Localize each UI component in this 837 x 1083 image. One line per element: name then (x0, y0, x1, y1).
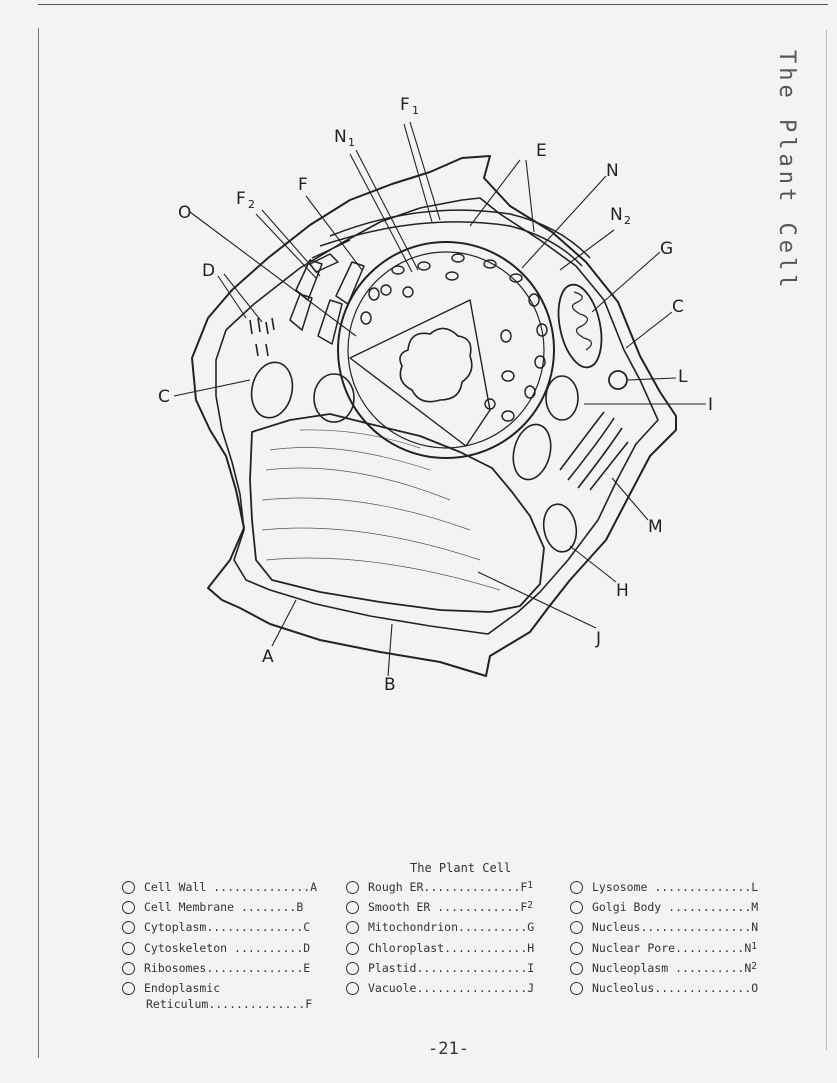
legend-column-3 (570, 880, 758, 1001)
label-f2-sub: 2 (248, 198, 255, 211)
checkbox-circle[interactable] (346, 982, 359, 995)
legend-row (570, 961, 758, 981)
dot-leader: .............. (423, 880, 521, 894)
term: Vacuole (368, 980, 417, 995)
label-f1-sub: 1 (412, 104, 419, 117)
term: Nuclear Pore (592, 940, 676, 955)
legend-column-2 (346, 880, 534, 1001)
legend-title: The Plant Cell (410, 861, 512, 875)
legend-row (122, 961, 317, 981)
checkbox-circle[interactable] (346, 881, 359, 894)
key: D (303, 940, 311, 955)
legend-column-1 (122, 880, 317, 1017)
side-title: The Plant Cell (774, 50, 799, 292)
dot-leader: ................ (640, 920, 752, 935)
dot-leader: .......... (675, 940, 745, 955)
lysosome (609, 371, 627, 389)
term: Plastid (368, 960, 417, 975)
cell-membrane (216, 198, 658, 634)
dot-leader: .............. (206, 960, 304, 975)
dot-leader: .............. (208, 996, 306, 1011)
key: E (303, 960, 311, 975)
key: F (520, 880, 528, 894)
nucleolus (400, 328, 472, 401)
chloroplasts (247, 358, 580, 554)
checkbox-circle[interactable] (122, 881, 135, 894)
key: O (751, 980, 759, 995)
checkbox-circle[interactable] (570, 962, 583, 975)
checkbox-circle[interactable] (122, 962, 135, 975)
checkbox-circle[interactable] (346, 942, 359, 955)
legend-row (346, 880, 534, 900)
key-subscript: 2 (527, 900, 534, 912)
checkbox-circle[interactable] (570, 921, 583, 934)
term: Lysosome (592, 880, 648, 894)
label-n: N (606, 161, 619, 181)
checkbox-circle[interactable] (570, 982, 583, 995)
checkbox-circle[interactable] (346, 962, 359, 975)
term: Rough ER (368, 880, 424, 894)
dot-leader: ............ (661, 900, 752, 915)
key: C (303, 920, 311, 935)
label-f2: F (236, 189, 246, 209)
term: Cell Wall (144, 880, 207, 894)
checkbox-circle[interactable] (346, 901, 359, 914)
checkbox-circle[interactable] (346, 921, 359, 934)
label-c-left: C (158, 387, 170, 407)
key: I (527, 960, 535, 975)
key: F (305, 996, 313, 1011)
label-b: B (384, 675, 396, 695)
legend-row (122, 880, 317, 900)
key: N (744, 960, 752, 975)
term: Cytoskeleton (144, 940, 228, 955)
label-n2-sub: 2 (624, 214, 631, 227)
legend-row (122, 941, 317, 961)
key-subscript: 2 (751, 960, 758, 972)
label-n1: N (334, 127, 347, 147)
dot-leader: ................ (416, 980, 528, 995)
legend-row (346, 900, 534, 920)
term: Cytoplasm (144, 920, 207, 935)
key: N (751, 920, 759, 935)
label-o: O (178, 203, 192, 223)
legend-row (570, 880, 758, 900)
label-n2: N (610, 205, 623, 225)
dot-leader: ........ (234, 900, 297, 915)
label-f1: F (400, 95, 410, 115)
legend-row (570, 981, 758, 1001)
label-h: H (616, 581, 629, 601)
label-c-right: C (672, 297, 684, 317)
term: Golgi Body (592, 900, 662, 915)
term: Ribosomes (144, 960, 207, 975)
key: N (744, 940, 752, 955)
key: J (527, 980, 535, 995)
legend-row (122, 981, 317, 997)
key: B (296, 900, 304, 915)
legend-row (346, 920, 534, 940)
term: Cell Membrane (144, 900, 235, 915)
key: H (527, 940, 535, 955)
key: L (751, 880, 759, 894)
dot-leader: .............. (206, 880, 311, 894)
dot-leader: ............ (430, 900, 521, 915)
term: Nucleoplasm (592, 960, 669, 975)
dot-leader: ............ (444, 940, 528, 955)
checkbox-circle[interactable] (122, 942, 135, 955)
label-d: D (202, 261, 216, 281)
legend-row (570, 941, 758, 961)
legend-row (570, 920, 758, 940)
legend-row (122, 900, 317, 920)
label-e: E (536, 141, 547, 161)
legend-row (346, 941, 534, 961)
label-m: M (648, 517, 663, 537)
checkbox-circle[interactable] (570, 881, 583, 894)
label-j: J (596, 629, 602, 649)
dot-leader: .............. (206, 920, 304, 935)
dot-leader: ................ (416, 960, 528, 975)
checkbox-circle[interactable] (122, 921, 135, 934)
dot-leader: .......... (227, 940, 304, 955)
label-g: G (660, 239, 674, 259)
legend-row (346, 961, 534, 981)
cytoskeleton (250, 318, 274, 356)
dot-leader: .............. (647, 880, 752, 894)
label-i: I (708, 395, 714, 415)
rough-er (312, 210, 590, 266)
key-subscript: 1 (527, 880, 534, 891)
checkbox-circle[interactable] (122, 982, 135, 995)
legend-row (346, 981, 534, 1001)
page-number: -21- (428, 1039, 469, 1059)
checkbox-circle[interactable] (570, 942, 583, 955)
dot-leader: .............. (654, 980, 752, 995)
key: A (310, 880, 318, 894)
plastid (546, 376, 578, 420)
legend-row (122, 920, 317, 940)
term: Mitochondrion (368, 920, 459, 935)
term: Nucleus (592, 920, 641, 935)
key-subscript: 1 (751, 940, 758, 952)
legend-row (570, 900, 758, 920)
checkbox-circle[interactable] (570, 901, 583, 914)
label-f: F (298, 175, 308, 195)
cell-wall-outer (192, 156, 676, 676)
legend-row-continued (122, 997, 317, 1017)
term: Reticulum (146, 996, 209, 1011)
term: Smooth ER (368, 900, 431, 915)
term: Endoplasmic (144, 980, 221, 995)
term: Nucleolus (592, 980, 655, 995)
dot-leader: .......... (668, 960, 745, 975)
key: F (520, 900, 528, 915)
label-a: A (262, 647, 274, 667)
label-n1-sub: 1 (348, 136, 355, 149)
term: Chloroplast (368, 940, 445, 955)
key: M (751, 900, 759, 915)
key: G (527, 920, 535, 935)
checkbox-circle[interactable] (122, 901, 135, 914)
dot-leader: .......... (458, 920, 528, 935)
label-l: L (678, 367, 688, 387)
